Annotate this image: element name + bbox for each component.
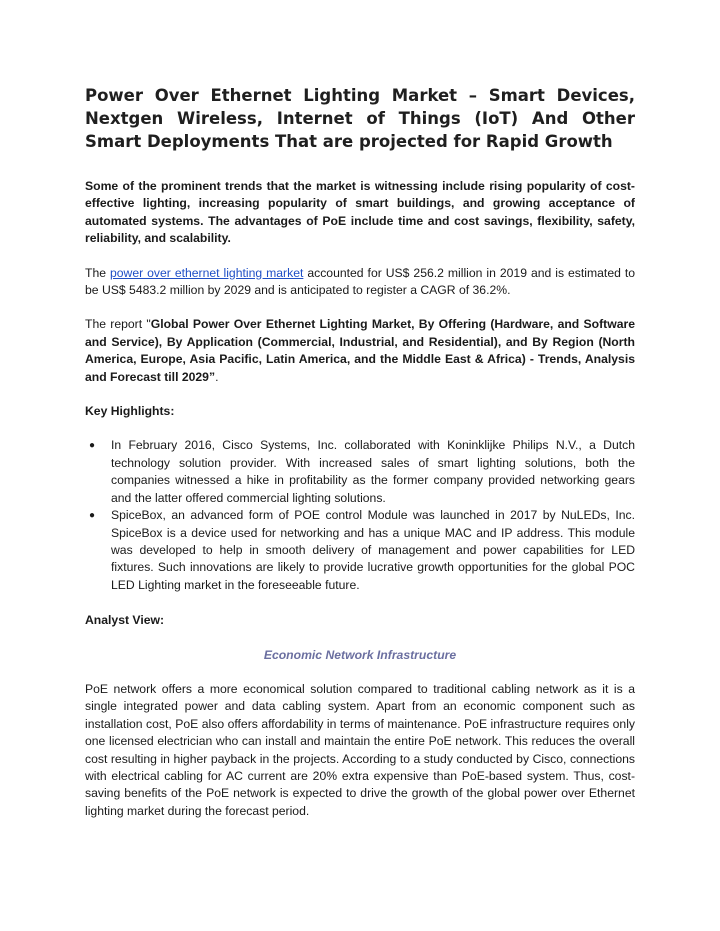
key-highlights-list	[85, 437, 635, 594]
report-para-suffix: .	[215, 369, 219, 384]
list-item	[89, 437, 635, 507]
bullet-icon: ●	[89, 440, 96, 452]
analyst-subheading: Economic Network Infrastructure	[263, 647, 457, 662]
document-page	[85, 84, 635, 820]
report-para-prefix: The report "	[85, 317, 151, 332]
highlight-text: SpiceBox, an advanced form of POE control Module was launched in 2017 by NuLEDs, Inc. SpiceBox is a device used for networking and has a unique MAC and IP address. This module was developed to help in smooth delivery of management and power capabilities for LED fixtures. Such innovations are likely to provide lucrative growth opportunities for the global POC LED Lighting market in the foreseeable future.	[111, 508, 635, 592]
bullet-icon: ●	[89, 510, 96, 522]
market-para-suffix: accounted for US$ 256.2 million in 2019 and is estimated to be US$ 5483.2 million by 2029 and is anticipated to register a CAGR of 36.2%.	[85, 265, 636, 298]
analyst-body-paragraph: PoE network offers a more economical solution compared to traditional cabling network as it is a single integrated power and data cabling system. Apart from an economic component such as installation cost, PoE also offers affordability in terms of maintenance. PoE infrastructure requires only one licensed electrician who can install and maintain the entire PoE network. This reduces the overall cost resulting in higher payback in the projects. According to a study conducted by Cisco, connections with electrical cabling for AC current are 20% extra expensive than PoE-based system. Thus, cost-saving benefits of the PoE network is expected to drive the growth of the global power over Ethernet lighting market during the forecast period.	[85, 681, 635, 818]
summary-paragraph: Some of the prominent trends that the market is witnessing include rising popularity of cost-effective lighting, increasing popularity of smart buildings, and growing acceptance of automated systems. The advantages of PoE include time and cost savings, flexibility, safety, reliability, and scalability.	[85, 179, 635, 246]
document-title: Power Over Ethernet Lighting Market – Smart Devices, Nextgen Wireless, Internet of Things (IoT) And Other Smart Deployments That are projected for Rapid Growth	[85, 86, 635, 151]
market-report-link[interactable]: power over ethernet lighting market	[109, 265, 304, 280]
highlight-text: In February 2016, Cisco Systems, Inc. collaborated with Koninklijke Philips N.V., a Dutch technology solution provider. With increased sales of smart lighting solutions, both the companies witnessed a hike in profitability as the former company provided networking gears and the latter offered commercial lighting solutions.	[111, 438, 635, 505]
report-title-paragraph	[85, 316, 635, 386]
list-item	[89, 507, 635, 594]
market-size-paragraph	[85, 265, 635, 300]
key-highlights-heading: Key Highlights:	[85, 404, 175, 419]
report-full-title: Global Power Over Ethernet Lighting Market, By Offering (Hardware, and Software and Service), By Application (Commercial, Industrial, and Residential), and By Region (North America, Europe, Asia Pacific, Latin America, and the Middle East & Africa) - Trends, Analysis and Forecast till 2029”	[85, 317, 635, 384]
analyst-view-heading: Analyst View:	[85, 613, 165, 628]
market-para-prefix: The	[85, 265, 110, 280]
